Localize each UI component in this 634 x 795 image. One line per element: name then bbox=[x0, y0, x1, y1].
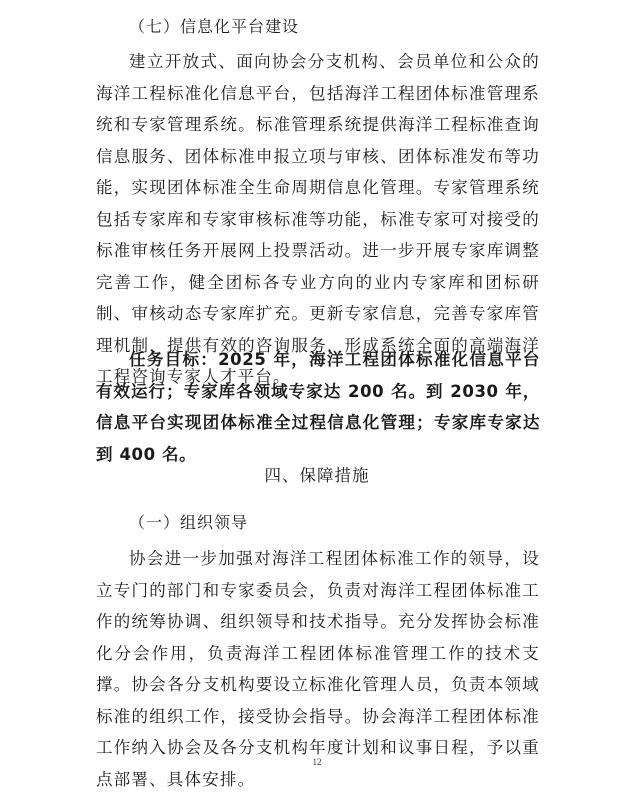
paragraph-organization: 协会进一步加强对海洋工程团体标准工作的领导，设立专门的部门和专家委员会，负责对海洋工程团体标准工作的统筹协调、组织领导和技术指导。充分发挥协会标准化分会作用，负责海洋工程团体标准管理工作的技术支撑。协会各分支机构要设立标准化管理人员，负责本领域标准的组织工作，接受协会指导。协会海洋工程团体标准工作纳入协会及各分支机构年度计划和议事日程，予以重点部署、具体安排。 bbox=[96, 549, 540, 789]
chapter-heading-safeguards: 四、保障措施 bbox=[264, 466, 370, 485]
section-heading-platform: （七）信息化平台建设 bbox=[129, 17, 300, 36]
section-heading-organization: （一）组织领导 bbox=[129, 513, 249, 532]
page-number: 12 bbox=[312, 757, 322, 767]
paragraph-task-target: 任务目标：2025 年，海洋工程团体标准化信息平台有效运行；专家库各领域专家达 200 名。到 2030 年，信息平台实现团体标准全过程信息化管理；专家库专家达到 400 名。 bbox=[96, 350, 540, 464]
paragraph-platform: 建立开放式、面向协会分支机构、会员单位和公众的海洋工程标准化信息平台，包括海洋工程团体标准管理系统和专家管理系统。标准管理系统提供海洋工程标准查询信息服务、团体标准申报立项与审核、团体标准发布等功能，实现团体标准全生命周期信息化管理。专家管理系统包括专家库和专家审核标准等功能，标准专家可对接受的标准审核任务开展网上投票活动。进一步开展专家库调整完善工作，健全团标各专业方向的业内专家库和团标研制、审核动态专家库扩充。更新专家信息，完善专家库管理机制，提供有效的咨询服务，形成系统全面的高端海洋工程咨询专家人才平台。 bbox=[96, 52, 540, 386]
